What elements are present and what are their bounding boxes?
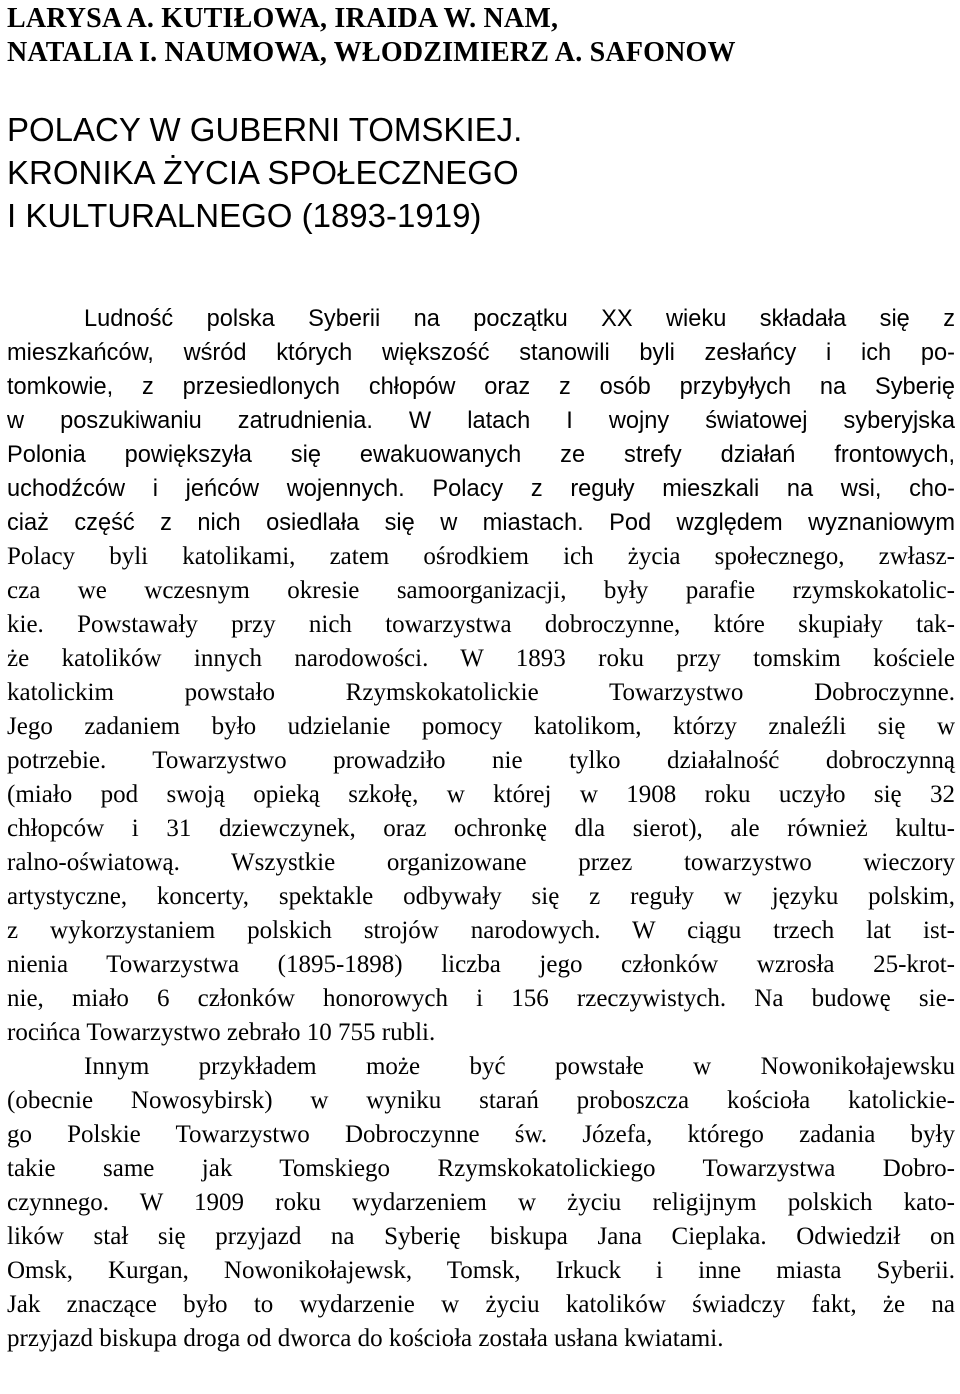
paragraph-line: Ludność polska Syberii na początku XX wieku składała się z	[84, 306, 955, 332]
paragraph-line: Innym przykładem może być powstałe w Nowonikołajewsku	[84, 1053, 955, 1080]
paragraph-line: mieszkańców, wśród których większość stanowili byli zesłańcy i ich po-	[7, 340, 955, 366]
paragraph-line: takie same jak Tomskiego Rzymskokatolickiego Towarzystwa Dobro-	[7, 1155, 955, 1182]
title-line: POLACY W GUBERNI TOMSKIEJ.	[7, 111, 523, 148]
paragraph-line: artystyczne, koncerty, spektakle odbywały się z reguły w języku polskim,	[7, 883, 955, 910]
paragraph-line: przyjazd biskupa droga od dworca do kościoła została usłana kwiatami.	[7, 1325, 724, 1352]
paragraph-line: w poszukiwaniu zatrudnienia. W latach I wojny światowej syberyjska	[7, 408, 955, 434]
paragraph-line: (obecnie Nowosybirsk) w wyniku starań proboszcza kościoła katolickie-	[7, 1087, 955, 1114]
authors-block	[7, 0, 955, 70]
paragraph-line: uchodźców i jeńców wojennych. Polacy z reguły mieszkali na wsi, cho-	[7, 476, 955, 502]
paragraph-line: Polonia powiększyła się ewakuowanych ze strefy działań frontowych,	[7, 442, 955, 468]
paragraph-line: rocińca Towarzystwo zebrało 10 755 rubli.	[7, 1019, 436, 1046]
title-line: I KULTURALNEGO (1893-1919)	[7, 197, 482, 234]
paragraph-line: nie, miało 6 członków honorowych i 156 rzeczywistych. Na budowę sie-	[7, 985, 955, 1012]
paragraph-line: katolickim powstało Rzymskokatolickie Towarzystwo Dobroczynne.	[7, 679, 955, 706]
paragraph-line: (miało pod swoją opieką szkołę, w której w 1908 roku uczyło się 32	[7, 781, 955, 808]
paragraph-line: lików stał się przyjazd na Syberię biskupa Jana Cieplaka. Odwiedził on	[7, 1223, 955, 1250]
authors-line: LARYSA A. KUTIŁOWA, IRAIDA W. NAM,	[7, 3, 559, 34]
title-line: KRONIKA ŻYCIA SPOŁECZNEGO	[7, 154, 519, 191]
paragraph-1	[7, 237, 955, 1050]
paragraph-line: cza we wczesnym okresie samoorganizacji, były parafie rzymskokatolic-	[7, 577, 955, 604]
paragraph-line: czynnego. W 1909 roku wydarzeniem w życiu religijnym polskich kato-	[7, 1189, 955, 1216]
paragraph-line: Jego zadaniem było udzielanie pomocy katolikom, którzy znaleźli się w	[7, 713, 955, 740]
document-page	[7, 0, 955, 1356]
paragraph-line: potrzebie. Towarzystwo prowadziło nie tylko działalność dobroczynną	[7, 747, 955, 774]
paragraph-line: nienia Towarzystwa (1895-1898) liczba jego członków wzrosła 25-krot-	[7, 951, 955, 978]
paragraph-line: tomkowie, z przesiedlonych chłopów oraz z osób przybyłych na Syberię	[7, 374, 955, 400]
paragraph-line: kie. Powstawały przy nich towarzystwa dobroczynne, które skupiały tak-	[7, 611, 955, 638]
article-body	[7, 237, 955, 1356]
paragraph-line: ralno-oświatową. Wszystkie organizowane przez towarzystwo wieczory	[7, 849, 955, 876]
paragraph-line: z wykorzystaniem polskich strojów narodowych. W ciągu trzech lat ist-	[7, 917, 955, 944]
paragraph-line: go Polskie Towarzystwo Dobroczynne św. Józefa, którego zadania były	[7, 1121, 955, 1148]
paragraph-line: Omsk, Kurgan, Nowonikołajewsk, Tomsk, Irkuck i inne miasta Syberii.	[7, 1257, 955, 1284]
paragraph-line: ciaż część z nich osiedlała się w miastach. Pod względem wyznaniowym	[7, 510, 955, 536]
article-title	[7, 108, 955, 237]
paragraph-line: Polacy byli katolikami, zatem ośrodkiem ich życia społecznego, zwłasz-	[7, 543, 955, 570]
authors-line: NATALIA I. NAUMOWA, WŁODZIMIERZ A. SAFONOW	[7, 37, 736, 68]
paragraph-2	[7, 1050, 955, 1356]
paragraph-line: Jak znaczące było to wydarzenie w życiu katolików świadczy fakt, że na	[7, 1291, 955, 1318]
paragraph-line: że katolików innych narodowości. W 1893 roku przy tomskim kościele	[7, 645, 955, 672]
paragraph-line: chłopców i 31 dziewczynek, oraz ochronkę dla sierot), ale również kultu-	[7, 815, 955, 842]
